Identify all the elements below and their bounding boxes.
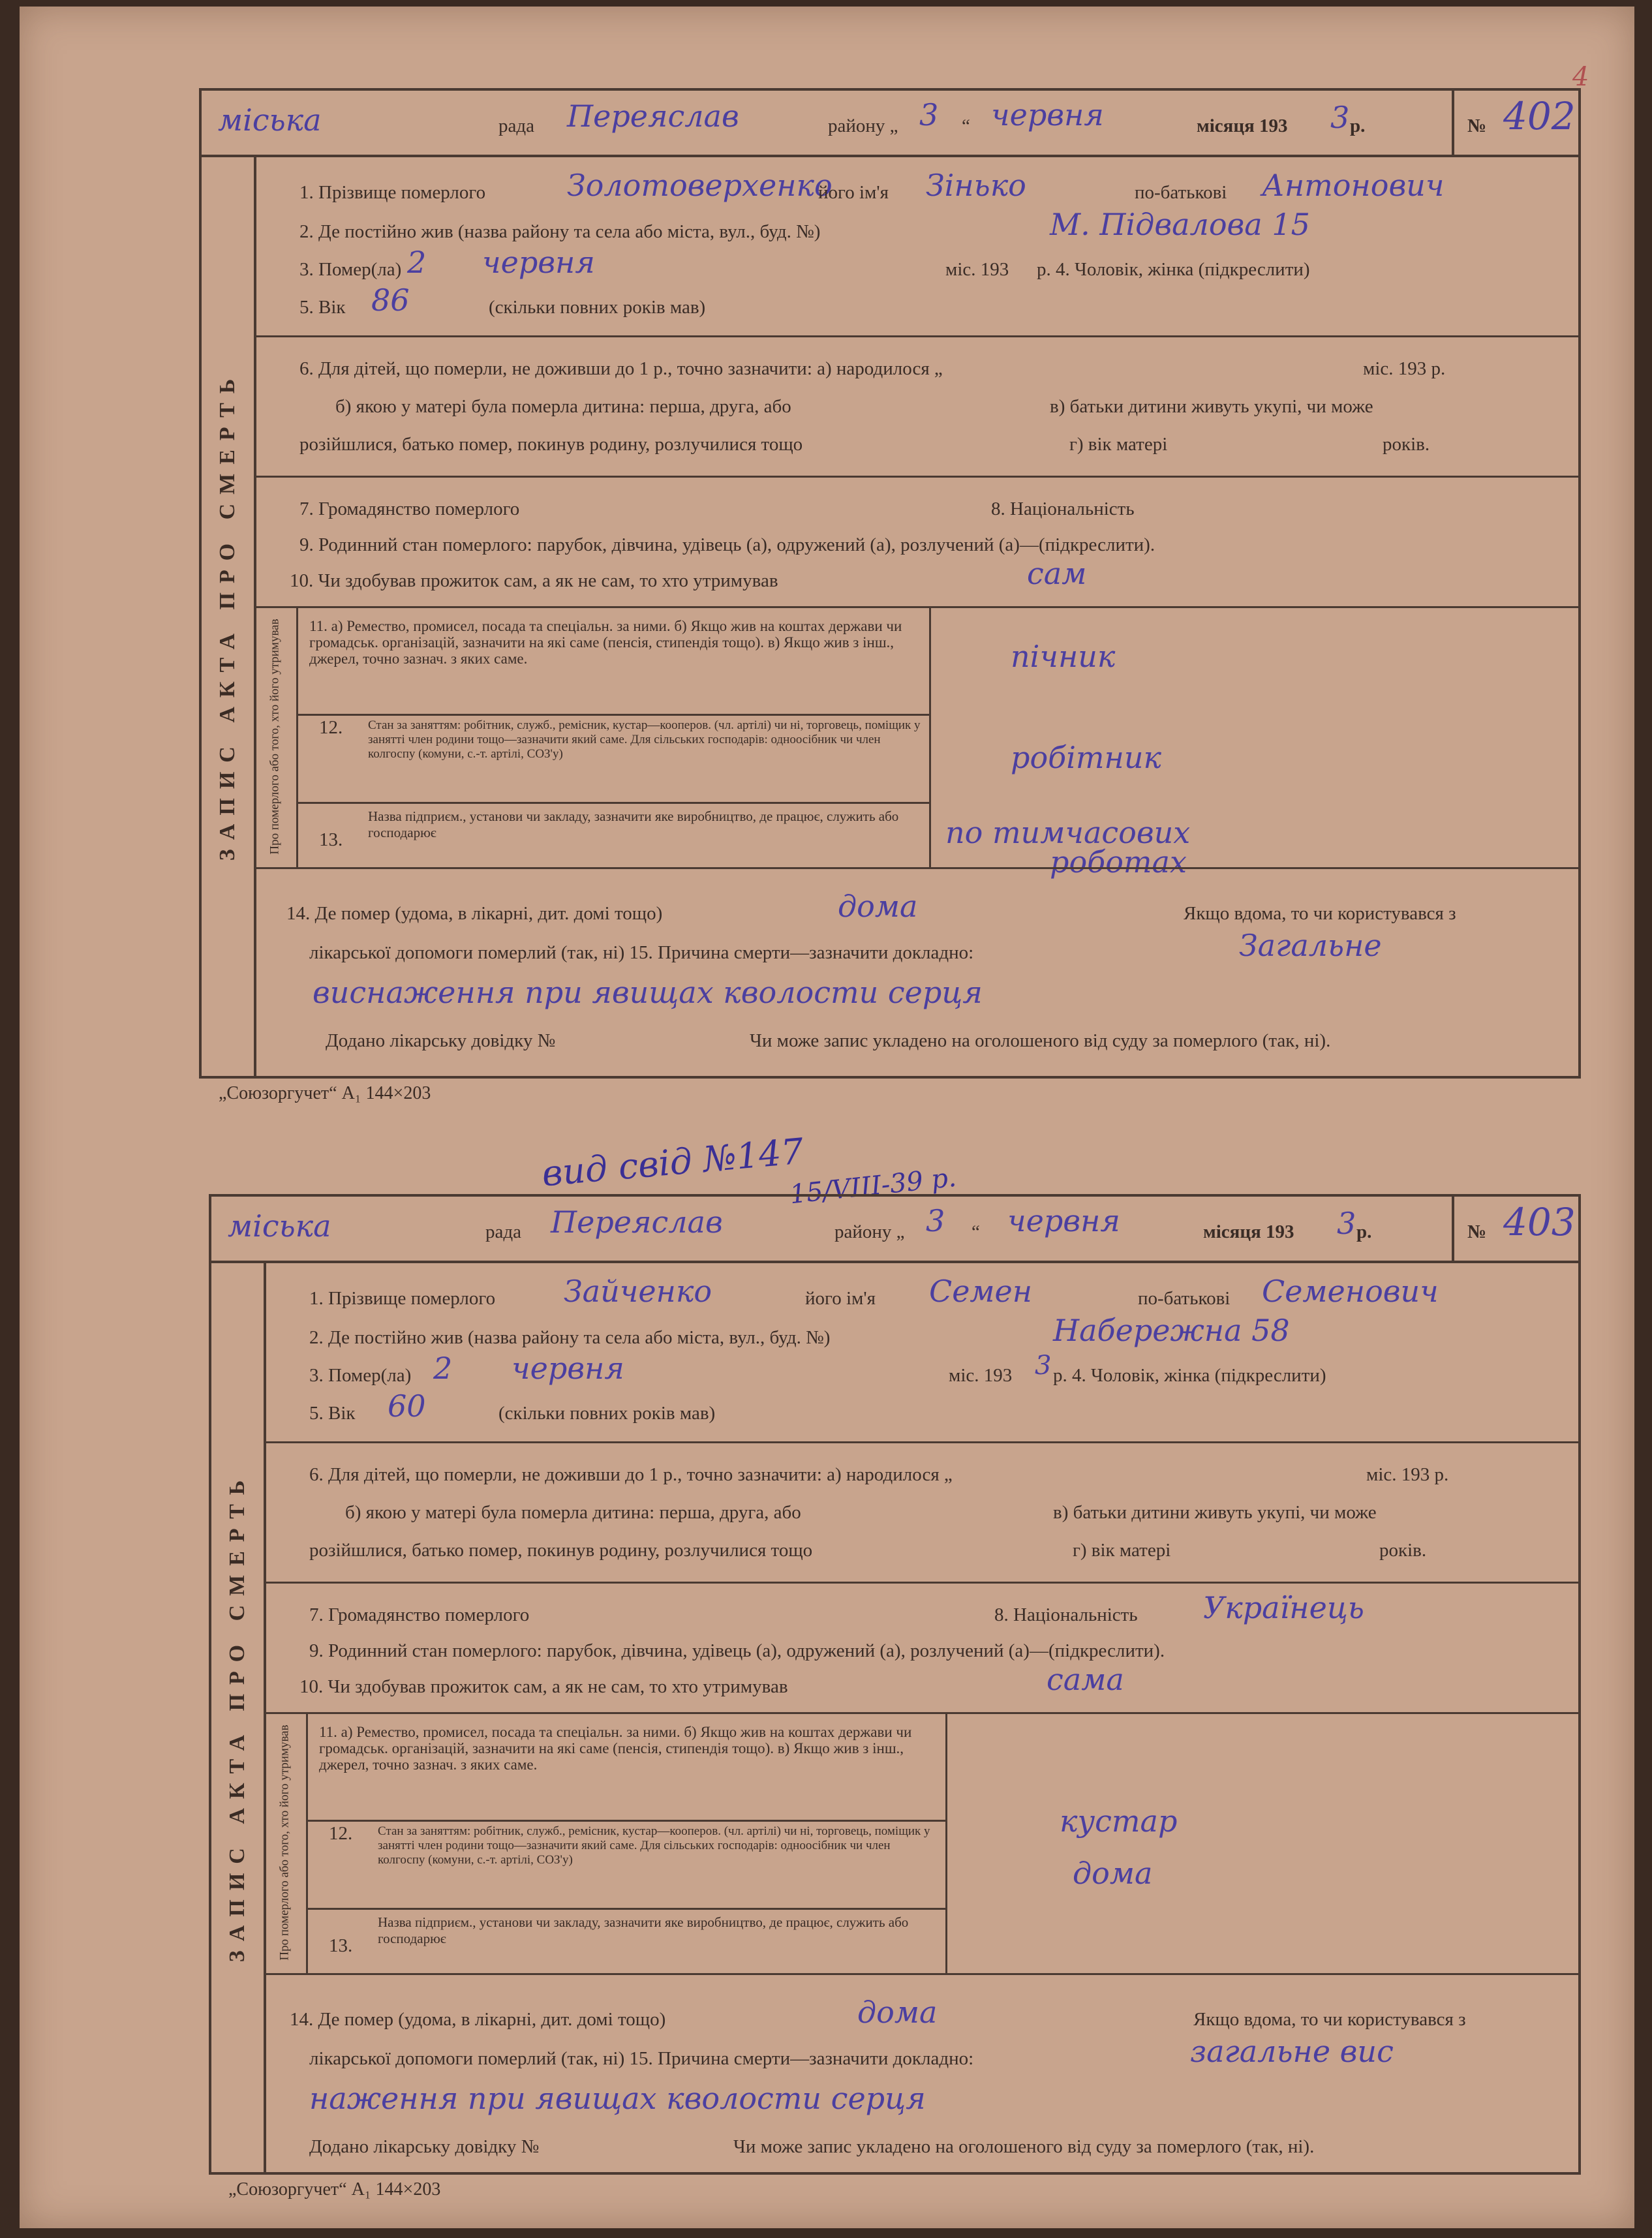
record-header: міська рада Переяслав району „ 3 “ червня місяця 193 3 р. № 403	[211, 1197, 1578, 1263]
record-number: 402	[1503, 94, 1576, 138]
first-name: Семен	[929, 1274, 1033, 1309]
age: 60	[388, 1388, 426, 1424]
record-day: 3	[919, 97, 939, 132]
record-number-box: № 403	[1452, 1197, 1578, 1261]
death-month: червня	[512, 1351, 624, 1386]
record-day: 3	[926, 1203, 945, 1238]
record-number: 403	[1503, 1200, 1576, 1244]
side-title: ЗАПИС АКТА ПРО СМЕРТЬ	[215, 369, 239, 861]
record-month: червня	[991, 97, 1104, 132]
archive-stamp-line-2: 15/VIII-39 р.	[788, 1162, 958, 1210]
cause-of-death-line-1: загальне вис	[1190, 2034, 1394, 2069]
place-of-death: дома	[838, 889, 918, 924]
social-status: дома	[1073, 1856, 1153, 1891]
record-header: міська рада Переяслав району „ 3 “ червня місяця 193 3 р. № 402	[202, 91, 1578, 157]
cause-of-death-line-1: Загальне	[1239, 928, 1382, 963]
form-footer-1: „Союзоргучет“ А₁ 144×203	[219, 1083, 431, 1103]
archive-page	[20, 7, 1634, 2228]
place-of-death: дома	[857, 1995, 938, 2030]
nationality: Українець	[1203, 1590, 1364, 1625]
archive-stamp-line-1: вид свід №147	[540, 1130, 806, 1195]
page-corner-mark: 4	[1572, 62, 1589, 92]
occupation: кустар	[1060, 1803, 1178, 1839]
cause-of-death-line-2: наження при явищах кволости серця	[309, 2081, 926, 2116]
death-day: 2	[407, 245, 427, 280]
first-name: Зінько	[926, 168, 1026, 203]
record-number-box: № 402	[1452, 91, 1578, 155]
side-title: ЗАПИС АКТА ПРО СМЕРТЬ	[225, 1471, 249, 1962]
side-title-bar	[202, 155, 256, 1076]
supported-by: сам	[1027, 556, 1087, 591]
council-type: міська	[218, 102, 322, 138]
form-footer-2: „Союзоргучет“ А₁ 144×203	[228, 2179, 441, 2200]
death-record-form-2: міська рада Переяслав району „ 3 “ червня місяця 193 3 р. № 403 ЗАПИС АКТА ПРО СМЕРТЬ 1. Прізвище померлого Зайченко його ім'я Семен по-батькові Семенович 2. Де постійно жив (назва району та села або міста, вул., буд. №) Набережна 58 3. Помер(ла) 2 червня міс. 193 3 р. 4. Чоловік, жінка (підкреслити) 5. Вік 60 (скільки повних років мав) 6. Для дітей, що померли, не доживши до 1 р., точно зазначити: а) народилося „ міс. 193 р. б) якою у матері була померла дитина: перша, друга, або в) батьки дитини живуть укупі, чи може розійшлися, батько помер, покинув родину, розлучилися тощо г) вік матері років. 7. Громадянство померлого 8. Національність Українець 9. Родинний стан померлого: парубок, дівчина, удівець (а), одружений (а), розлучений (а)—(підкреслити). 10. Чи здобував прожиток сам, а як не сам, то хто утримував сама Про померлого або того, хто його утримував 11. а) Ремество, промисел, посада та спеціальн. за ними. б) Якщо жив на коштах держави чи громадськ. організацій, зазначити на які саме (пенсія, стипендія тощо). в) Якщо жив з інш., джерел, точно зазнач. з яких саме. 12. Стан за заняттям: робітник, служб., ремісник, кустар—кооперов. (чл. артілі) чи ні, торговець, поміщик у занятті член родини тощо—зазначити який саме. Для сільських господарів: одноосібник чи член колгоспу (комуни, с.-т. артілі, СОЗ'у) 13. Назва підприєм., установи чи закладу, зазначити яке виробництво, де працює, служить або господарює кустар дома 14. Де помер (удома, в лікарні, дит. домі тощо) дома Якщо вдома, то чи користувався з лікарської допомоги померлий (так, ні) 15. Причина смерти—зазначити докладно: загальне вис наження при явищах кволости серця Додано лікарську довідку № Чи може запис укладено на оголошеного від суду за померлого (так, ні).	[209, 1194, 1581, 2175]
death-day: 2	[433, 1351, 453, 1386]
patronymic: Антонович	[1262, 168, 1445, 203]
address: М. Підвалова 15	[1050, 207, 1310, 242]
record-month: червня	[1007, 1203, 1120, 1238]
surname: Зайченко	[564, 1274, 712, 1309]
social-status: робітник	[1011, 740, 1161, 775]
side-title-bar	[211, 1261, 266, 2172]
cause-of-death-line-2: виснаження при явищах кволости серця	[313, 975, 983, 1010]
death-month: червня	[482, 245, 595, 280]
age: 86	[371, 283, 410, 318]
death-record-form-1: міська рада Переяслав району „ 3 “ червня місяця 193 3 р. № 402 ЗАПИС АКТА ПРО СМЕРТЬ 1. Прізвище померлого Золотоверхенко його ім'я Зінько по-батькові Антонович 2. Де постійно жив (назва району та села або міста, вул., буд. №) М. Підвалова 15 3. Помер(ла) 2 червня міс. 193 р. 4. Чоловік, жінка (підкреслити) 5. Вік 86 (скільки повних років мав) 6. Для дітей, що померли, не доживши до 1 р., точно зазначити: а) народилося „ міс. 193 р. б) якою у матері була померла дитина: перша, друга, або в) батьки дитини живуть укупі, чи може розійшлися, батько помер, покинув родину, розлучилися тощо г) вік матері років. 7. Громадянство померлого 8. Національність 9. Родинний стан померлого: парубок, дівчина, удівець (а), одружений (а), розлучений (а)—(підкреслити). 10. Чи здобував прожиток сам, а як не сам, то хто утримував сам Про померлого або того, хто його утримував 11. а) Ремество, промисел, посада та спеціальн. за ними. б) Якщо жив на коштах держави чи громадськ. організацій, зазначити на які саме (пенсія, стипендія тощо). в) Якщо жив з інш., джерел, точно зазнач. з яких саме. 12. Стан за заняттям: робітник, служб., ремісник, кустар—кооперов. (чл. артілі) чи ні, торговець, поміщик у занятті член родини тощо—зазначити який саме. Для сільських господарів: одноосібник чи член колгоспу (комуни, с.-т. артілі, СОЗ'у) 13. Назва підприєм., установи чи закладу, зазначити яке виробництво, де працює, служить або господарює пічник робітник по тимчасових роботах 14. Де помер (удома, в лікарні, дит. домі тощо) дома Якщо вдома, то чи користувався з лікарської допомоги померлий (так, ні) 15. Причина смерти—зазначити докладно: Загальне виснаження при явищах кволости серця Додано лікарську довідку № Чи може запис укладено на оголошеного від суду за померлого (так, ні).	[199, 88, 1581, 1079]
address: Набережна 58	[1053, 1313, 1290, 1348]
district-name: Переяслав	[551, 1204, 723, 1240]
occupation: пічник	[1011, 639, 1116, 674]
surname: Золотоверхенко	[567, 168, 833, 203]
workplace-line-1: по тимчасових	[945, 815, 1191, 850]
workplace-line-2: роботах	[1050, 844, 1187, 880]
district-name: Переяслав	[567, 99, 739, 134]
council-type: міська	[228, 1208, 331, 1244]
patronymic: Семенович	[1262, 1274, 1439, 1309]
supported-by: сама	[1047, 1662, 1124, 1697]
